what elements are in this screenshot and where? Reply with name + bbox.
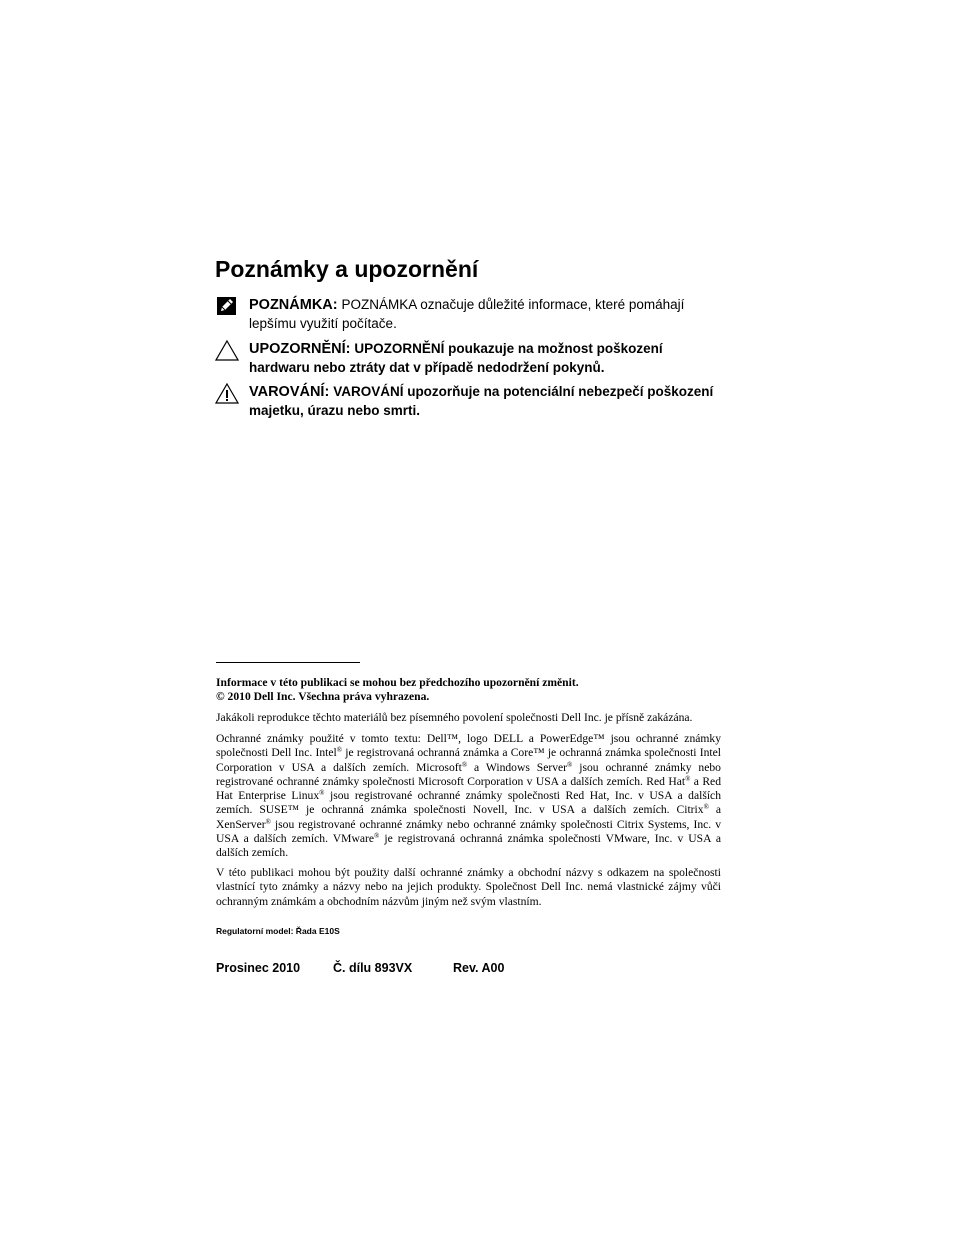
revision: Rev. A00 xyxy=(453,961,505,975)
legal-info xyxy=(216,676,721,705)
copyright-line: © 2010 Dell Inc. Všechna práva vyhrazena. xyxy=(216,690,430,704)
part-number: Č. dílu 893VX xyxy=(333,961,413,975)
tm-part-5: a Red Hat Enterprise Linux xyxy=(216,774,722,803)
registered-mark: ® xyxy=(374,832,380,841)
page-title: Poznámky a upozornění xyxy=(215,256,479,282)
reproduction-notice xyxy=(216,711,721,725)
registered-mark: ® xyxy=(461,760,468,769)
trademarks-paragraph xyxy=(216,732,721,861)
warning-triangle-icon xyxy=(215,382,239,404)
registered-mark: ® xyxy=(319,789,325,798)
note-text: POZNÁMKA označuje důležité informace, které pomáhají lepšímu využití počítače. xyxy=(249,297,685,331)
registered-mark: ® xyxy=(567,760,573,769)
registered-mark: ® xyxy=(685,774,691,783)
warning-text: VAROVÁNÍ upozorňuje na potenciální nebezpečí poškození majetku, úrazu nebo smrti. xyxy=(249,384,714,418)
divider-rule xyxy=(216,662,360,663)
caution-text: UPOZORNĚNÍ poukazuje na možnost poškození hardwaru nebo ztráty dat v případě nedodržení pokynů. xyxy=(249,341,663,375)
tm-part-2: je registrovaná ochranná známka a Core™ je ochranná známka společnosti Intel Corporation v USA a dalších zemích. Microsoft xyxy=(216,746,721,774)
reproduction-text: Jakákoli reprodukce těchto materiálů bez písemného povolení společnosti Dell Inc. je přísně zakázána. xyxy=(216,711,693,724)
tm-part-8: jsou registrované ochranné známky nebo ochranné známky společnosti Citrix Systems, Inc. v USA a dalších zemích. VMware xyxy=(216,817,721,846)
tm-part-6: jsou registrované ochranné známky společnosti Red Hat, Inc. v USA a dalších zemích. SUSE™ je ochranná známka společnosti Novell, Inc. v USA a dalších zemích. Citrix xyxy=(216,789,721,817)
note-label: POZNÁMKA: xyxy=(249,297,338,313)
note-notice xyxy=(215,295,725,333)
regulatory-model: Regulatorní model: Řada E10S xyxy=(216,926,340,936)
caution-triangle-icon xyxy=(215,339,239,361)
registered-mark: ® xyxy=(703,803,709,812)
registered-mark: ® xyxy=(265,817,271,826)
pencil-note-icon xyxy=(215,295,239,317)
info-line-1: Informace v této publikaci se mohou bez předchozího upozornění změnit. xyxy=(216,676,579,689)
caution-notice xyxy=(215,339,725,377)
publication-date: Prosinec 2010 xyxy=(216,961,301,975)
tm-part-9: je registrovaná ochranná známka společnosti VMware, Inc. v USA a dalších zemích. xyxy=(216,832,721,860)
tm-part-3: a Windows Server xyxy=(467,760,568,774)
other-marks-paragraph xyxy=(216,866,721,909)
tm-part-1: Ochranné známky použité v tomto textu: Dell™, logo DELL a PowerEdge™ jsou ochranné známky společnosti Dell Inc. Intel xyxy=(216,732,721,760)
tm-part-4: jsou ochranné známky nebo registrované ochranné známky společnosti Microsoft Corporation v USA a dalších zemích. Red Hat xyxy=(216,760,721,788)
other-marks-text: V této publikaci mohou být použity další ochranné známky a obchodní názvy s odkazem na společnosti vlastnící tyto známky a názvy nebo na jejich produkty. Společnost Dell Inc. nemá vlastnické zájmy vůči ochranným známkám a obchodním názvům jiným než svým vlastním. xyxy=(216,866,721,908)
caution-label: UPOZORNĚNÍ: xyxy=(249,341,351,357)
warning-notice xyxy=(215,382,725,420)
warning-label: VAROVÁNÍ: xyxy=(249,384,330,400)
tm-part-7: a XenServer xyxy=(216,803,721,831)
registered-mark: ® xyxy=(336,746,343,755)
